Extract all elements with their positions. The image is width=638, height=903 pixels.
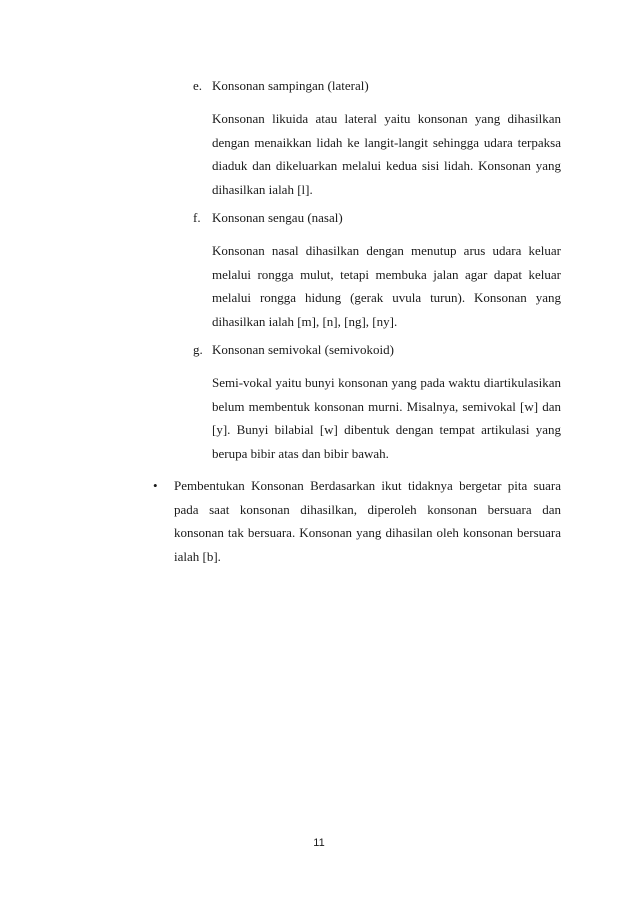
section-heading-f	[193, 210, 343, 226]
section-body-g: Semi-vokal yaitu bunyi konsonan yang pada waktu diartikulasikan belum membentuk konsonan murni. Misalnya, semivokal [w] dan [y]. Bunyi bilabial [w] dibentuk dengan tempat artikulasi yang berupa bibir atas dan bibir bawah.	[212, 375, 561, 461]
section-title: Konsonan semivokal (semivokoid)	[212, 342, 394, 357]
section-marker: g.	[193, 342, 203, 357]
section-body-f: Konsonan nasal dihasilkan dengan menutup arus udara keluar melalui rongga mulut, tetapi membuka jalan agar dapat keluar melalui rongga hidung (gerak uvula turun). Konsonan yang dihasilkan ialah [m], [n], [ng], [ny].	[212, 243, 561, 329]
section-title: Konsonan sengau (nasal)	[212, 210, 343, 225]
section-title: Konsonan sampingan (lateral)	[212, 78, 369, 93]
section-body-e: Konsonan likuida atau lateral yaitu konsonan yang dihasilkan dengan menaikkan lidah ke langit-langit sehingga udara terpaksa diaduk dan dikeluarkan melalui kedua sisi lidah. Konsonan yang dihasilkan ialah [l].	[212, 111, 561, 197]
section-heading-g	[193, 342, 394, 358]
section-marker: f.	[193, 210, 201, 225]
page-number: 11	[313, 837, 325, 849]
section-marker: e.	[193, 78, 203, 93]
bullet-paragraph: Pembentukan Konsonan Berdasarkan ikut tidaknya bergetar pita suara pada saat konsonan dihasilkan, diperoleh konsonan bersuara dan konsonan tak bersuara. Konsonan yang dihasilan oleh konsonan bersuara ialah [b].	[174, 478, 561, 564]
bullet-marker: •	[153, 478, 158, 493]
section-heading-e	[193, 78, 369, 94]
